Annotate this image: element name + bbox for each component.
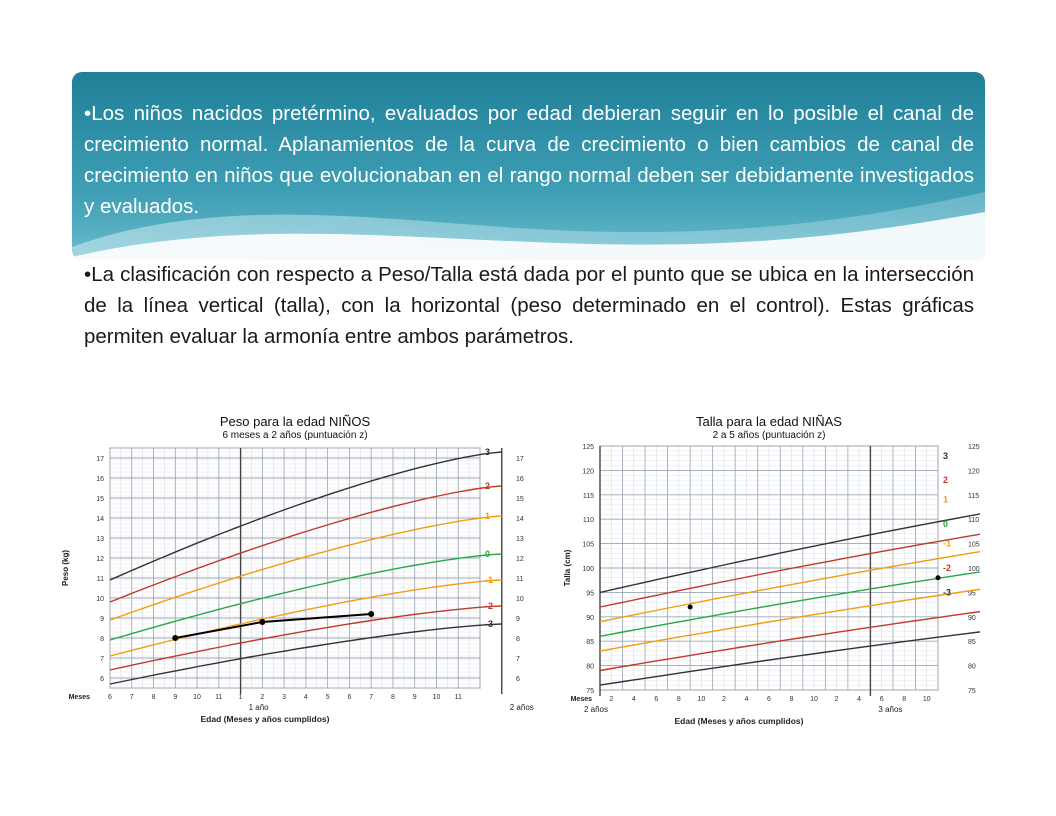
patient-measurement-point <box>688 605 693 610</box>
y-tick-label-right: 16 <box>516 476 524 483</box>
patient-measurement-point <box>368 611 374 617</box>
y-tick-label-left: 8 <box>100 636 104 643</box>
y-tick-label-right: 8 <box>516 636 520 643</box>
y-tick-label-right: 110 <box>968 517 980 525</box>
patient-measurement-point <box>172 635 178 641</box>
x-tick-label: 8 <box>390 694 395 701</box>
bullet-glyph: • <box>84 102 92 125</box>
chart-title: Peso para la edad NIÑOS <box>219 414 371 429</box>
x-tick-label: 7 <box>129 694 134 701</box>
y-tick-label-right: 80 <box>968 663 976 671</box>
y-tick-label-left: 100 <box>582 566 594 573</box>
x-year-label: 2 años <box>509 703 534 712</box>
x-tick-label: 10 <box>193 694 201 701</box>
y-tick-label-left: 95 <box>586 590 594 598</box>
x-tick-label: 8 <box>676 696 681 703</box>
x-tick-label: 2 <box>721 696 726 703</box>
x-tick-label: 11 <box>454 694 462 701</box>
x-axis-label: Edad (Meses y años cumplidos) <box>200 714 330 724</box>
x-year-label: 3 años <box>878 705 903 714</box>
x-tick-label: 2 <box>260 694 265 701</box>
y-tick-label-left: 11 <box>96 576 104 583</box>
y-tick-label-left: 9 <box>100 616 104 623</box>
x-tick-label: 8 <box>902 696 907 703</box>
y-tick-label-left: 85 <box>586 639 594 647</box>
x-tick-label: 4 <box>303 694 308 701</box>
y-tick-label-right: 105 <box>968 541 980 549</box>
y-tick-label-right: 75 <box>968 688 976 695</box>
y-tick-label-right: 9 <box>516 616 520 623</box>
x-tick-label: 6 <box>347 694 352 701</box>
bullet-glyph: • <box>84 263 92 286</box>
x-tick-label: 11 <box>215 694 223 701</box>
x-tick-label: 9 <box>412 694 417 701</box>
x-axis-label: Edad (Meses y años cumplidos) <box>674 716 804 726</box>
x-tick-label: 6 <box>108 694 112 701</box>
x-tick-label: 6 <box>879 696 884 703</box>
zscore-label: 1 <box>485 511 491 521</box>
y-tick-label-right: 10 <box>516 596 524 603</box>
y-tick-label-left: 120 <box>582 468 594 476</box>
zscore-label: -2 <box>943 563 952 573</box>
x-tick-label: 10 <box>922 696 931 703</box>
y-tick-label-right: 115 <box>968 492 980 500</box>
zscore-label: -3 <box>943 587 952 598</box>
x-tick-label: 1 <box>238 694 243 701</box>
patient-measurement-point <box>259 619 265 625</box>
bullet-text-1 <box>84 98 974 222</box>
y-tick-label-right: 7 <box>516 656 520 663</box>
y-tick-label-left: 90 <box>586 614 594 622</box>
y-tick-label-right: 11 <box>516 576 524 583</box>
zscore-label: -3 <box>485 619 494 629</box>
x-tick-label: 9 <box>173 694 178 701</box>
chart-peso-edad-ninos <box>60 408 540 726</box>
zscore-label: -1 <box>485 575 494 585</box>
x-row-label: Meses <box>570 696 592 703</box>
bullet-text-2 <box>84 259 974 352</box>
chart-subtitle: 6 meses a 2 años (puntuación z) <box>222 430 368 441</box>
y-tick-label-left: 125 <box>582 444 594 451</box>
x-tick-label: 8 <box>789 696 794 703</box>
y-tick-label-left: 10 <box>96 596 104 603</box>
y-tick-label-right: 12 <box>516 556 524 563</box>
bullet-2-text: La clasificación con respecto a Peso/Talla está dada por el punto que se ubica en la intersección de la línea vertical (talla), con la horizontal (peso determinado en el control). Estas gráficas permiten evaluar la armonía entre ambos parámetros. <box>84 263 974 348</box>
y-tick-label-left: 12 <box>96 556 104 563</box>
zscore-label: 0 <box>943 519 949 530</box>
zscore-label: 3 <box>943 450 949 461</box>
zscore-label: 2 <box>485 481 491 491</box>
x-year-label: 2 años <box>583 705 609 714</box>
y-tick-label-right: 120 <box>968 468 980 476</box>
chart-subtitle: 2 a 5 años (puntuación z) <box>712 430 826 441</box>
y-tick-label-left: 6 <box>100 676 104 683</box>
y-tick-label-right: 125 <box>968 444 980 451</box>
x-tick-label: 10 <box>697 696 706 703</box>
y-tick-label-right: 13 <box>516 536 524 543</box>
y-tick-label-right: 17 <box>516 456 524 463</box>
x-year-label: 1 año <box>248 703 269 712</box>
zscore-label: 2 <box>943 475 949 486</box>
y-tick-label-left: 14 <box>96 516 104 523</box>
x-tick-label: 4 <box>631 696 636 703</box>
chart-right-svg <box>560 408 980 726</box>
y-tick-label-right: 85 <box>968 639 976 647</box>
x-tick-label: 7 <box>369 694 374 701</box>
y-tick-label-right: 6 <box>516 676 520 683</box>
x-tick-label: 2 <box>609 696 614 703</box>
zscore-label: -2 <box>485 601 494 611</box>
y-tick-label-left: 75 <box>586 688 594 695</box>
x-tick-label: 6 <box>767 696 771 703</box>
y-tick-label-right: 100 <box>968 566 980 573</box>
y-tick-label-left: 80 <box>586 663 594 671</box>
chart-title: Talla para la edad NIÑAS <box>696 414 842 429</box>
y-tick-label-left: 16 <box>96 476 104 483</box>
x-tick-label: 10 <box>810 696 818 703</box>
bullet-1-text: Los niños nacidos pretérmino, evaluados por edad debieran seguir en lo posible el canal de crecimiento normal. Aplanamientos de la curva de crecimiento o bien cambios de canal de crecimiento en niños que evolucionaban en el rango normal deben ser debidamente investigados y evaluados. <box>84 102 974 218</box>
chart-talla-edad-ninas <box>560 408 980 726</box>
x-tick-label: 5 <box>325 694 330 701</box>
y-tick-label-left: 115 <box>582 492 594 500</box>
x-tick-label: 3 <box>282 694 287 701</box>
y-tick-label-left: 17 <box>96 456 104 463</box>
x-tick-label: 4 <box>744 696 749 703</box>
y-tick-label-left: 7 <box>100 656 104 663</box>
y-tick-label-right: 90 <box>968 614 976 622</box>
y-tick-label-right: 95 <box>968 590 976 598</box>
x-tick-label: 8 <box>151 694 156 701</box>
x-row-label: Meses <box>68 694 90 701</box>
y-tick-label-left: 15 <box>96 496 104 503</box>
zscore-label: 0 <box>485 549 491 559</box>
zscore-label: -1 <box>943 538 952 549</box>
zscore-label: 3 <box>485 447 491 457</box>
chart-left-svg <box>60 408 540 726</box>
patient-measurement-point <box>936 575 941 580</box>
x-tick-label: 4 <box>857 696 862 703</box>
y-tick-label-left: 105 <box>582 541 594 549</box>
x-tick-label: 6 <box>654 696 659 703</box>
y-tick-label-left: 110 <box>582 517 594 525</box>
y-axis-label: Talla (cm) <box>563 549 572 587</box>
y-tick-label-right: 14 <box>516 516 524 523</box>
y-tick-label-left: 13 <box>96 536 104 543</box>
x-tick-label: 10 <box>432 694 441 701</box>
zscore-label: 1 <box>943 494 949 505</box>
x-tick-label: 2 <box>834 696 839 703</box>
y-tick-label-right: 15 <box>516 496 524 503</box>
y-axis-label: Peso (kg) <box>61 549 70 587</box>
